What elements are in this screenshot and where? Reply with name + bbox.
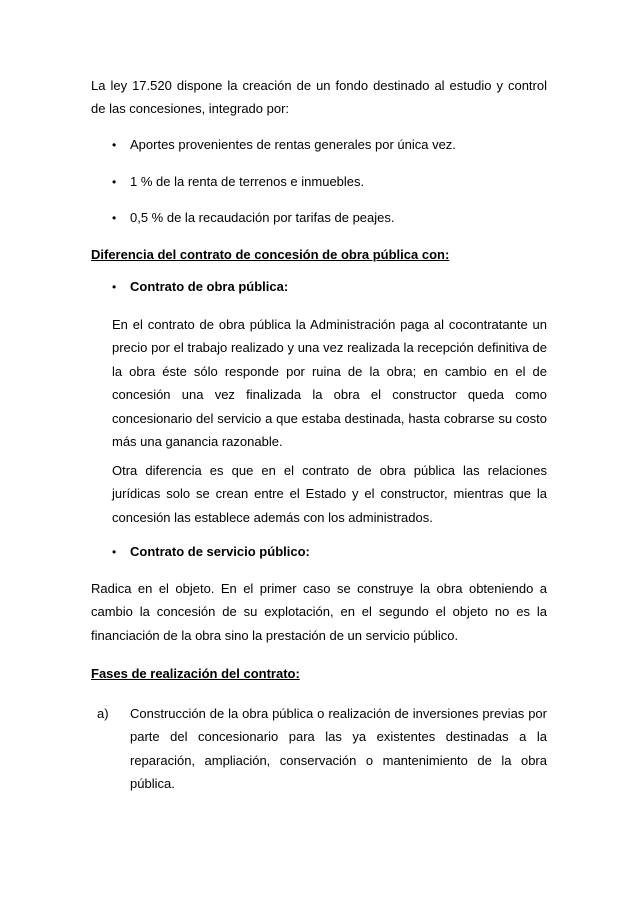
subsection-title-text: Contrato de obra pública: — [130, 279, 289, 294]
section-heading-fases: Fases de realización del contrato: — [91, 666, 300, 681]
intro-paragraph: La ley 17.520 dispone la creación de un fondo destinado al estudio y control de las concesiones, integrado por: — [91, 78, 547, 116]
bullet-icon: • — [112, 545, 117, 559]
obra-paragraph-2: Otra diferencia es que en el contrato de obra pública las relaciones jurídicas solo se crean entre el Estado y el constructor, mientras que la concesión las establece además con los administrados. — [112, 463, 547, 525]
list-marker: a) — [97, 706, 109, 721]
subsection-title-text: Contrato de servicio público: — [130, 544, 310, 559]
bullet-icon: • — [112, 138, 117, 152]
fund-item-text: 1 % de la renta de terrenos e inmuebles. — [130, 174, 365, 189]
bullet-icon: • — [112, 280, 117, 294]
bullet-icon: • — [112, 175, 117, 189]
fund-item-text: Aportes provenientes de rentas generales por única vez. — [130, 137, 456, 152]
fase-text: Construcción de la obra pública o realización de inversiones previas por parte del concesionario para las ya existentes destinadas a la reparación, ampliación, conservación o mantenimiento de la obra pública. — [130, 706, 547, 792]
fund-item-text: 0,5 % de la recaudación por tarifas de peajes. — [130, 210, 395, 225]
section-heading-diferencia: Diferencia del contrato de concesión de obra pública con: — [91, 247, 450, 262]
servicio-paragraph: Radica en el objeto. En el primer caso se construye la obra obteniendo a cambio la concesión de su explotación, en el segundo el objeto no es la financiación de la obra sino la prestación de un servicio público. — [91, 581, 547, 643]
obra-paragraph-1: En el contrato de obra pública la Administración paga al cocontratante un precio por el trabajo realizado y una vez realizada la recepción definitiva de la obra éste sólo responde por ruina de la obra; en cambio en el de concesión una vez finalizada la obra el constructor queda como concesionario del servicio a que estaba destinada, hasta cobrarse su costo más una ganancia razonable. — [112, 317, 547, 450]
bullet-icon: • — [112, 211, 117, 225]
